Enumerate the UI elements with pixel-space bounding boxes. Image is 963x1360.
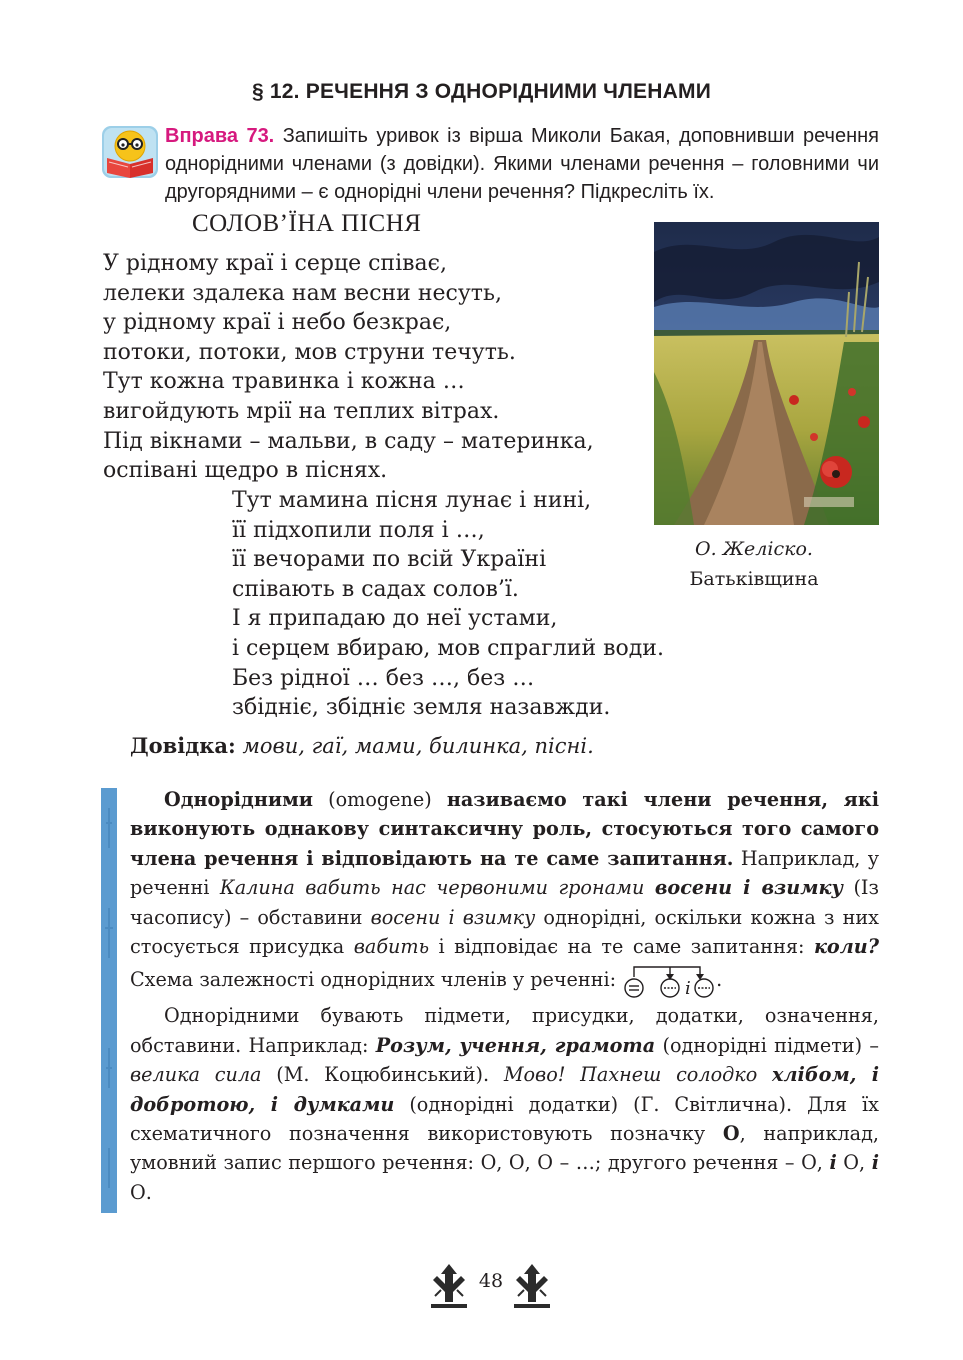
exercise-label: Вправа 73. [165,125,275,147]
rule-definition: називаємо такі члени речення, які виконують однакову синтаксичну роль, стосуються того самого члена речення і відповідають на те саме запитання. [130,788,880,870]
reference-line [130,733,594,758]
folk-ornament-icon [427,1262,471,1312]
reference-words: мови, гаї, мами, билинка, пісні. [242,734,594,758]
poem-line: У рідному краї і серце співає, [103,251,447,276]
exercise-instructions: Запишіть уривок із вірша Миколи Бакая, доповнивши речення однорідними членами (з довідки). Якими членами речення – головними чи другорядними – є однорідні члени речення? Підкресліть їх. [165,125,879,203]
folk-ornament-icon [510,1262,554,1312]
landscape-painting [654,222,879,525]
section-title: § 12. РЕЧЕННЯ З ОДНОРІДНИМИ ЧЛЕНАМИ [252,80,711,103]
dependency-schema-diagram [620,961,716,1001]
poem-line: оспівані щедро в піснях. [103,458,388,484]
schema-conjunction: і [685,978,691,1000]
poem-stanza-1 [103,249,594,486]
poem-stanza-2 [232,486,664,723]
rule-bar-ornament [101,788,117,1213]
poem-line: її вечорами по всій Україні [232,547,547,573]
poem-line: І я припадаю до неї устами, [232,606,558,632]
poem-line: лелеки здалека нам весни несуть, [103,280,502,306]
reference-label: Довідка: [130,733,236,758]
reading-student-icon [101,124,159,180]
painting-author: О. Желіско. [695,538,813,560]
poem-line: вигойдують мрії на теплих вітрах. [103,398,500,424]
poem-line: Під вікнами – мальви, в саду – материнка, [103,428,594,454]
poem-title: СОЛОВ’ЇНА ПІСНЯ [192,210,422,237]
exercise-text [165,122,879,206]
rule-block [130,785,879,1207]
poem-line: співають в садах солов’ї. [232,576,519,602]
painting-caption [654,534,854,594]
page-number: 48 [478,1270,504,1292]
poem-line: і серцем вбираю, мов спраглий води. [232,635,664,661]
poem-line: Тут мамина пісня лунає і нині, [232,488,592,513]
rule-question: коли? [813,935,879,959]
poem-line: у рідному краї і небо безкрає, [103,310,452,336]
rule-term: Однорідними [164,788,314,811]
poem-line: потоки, потоки, мов струни течуть. [103,339,516,365]
poem-line: її підхопили поля і …, [232,517,485,543]
painting-title: Батьківщина [689,568,819,590]
rule-paragraph-1: Однорідними (omogene) називаємо такі члени речення, які виконують однакову синтаксичну роль, стосуються того самого члена речення і відповідають на те саме запитання. Наприклад, у реченні Калина вабить нас червоними гронами восени і взимку (Із часопису) – обставини восени і взимку однорідні, оскільки кожна з них стосується присудка вабить і відповідає на те саме запитання: коли? Схема залежності однорідних членів у реченні: і . [130,788,880,1000]
rule-paragraph-2: Однорідними бувають підмети, присудки, додатки, означення, обставини. Наприклад: Розум, учення, грамота (однорідні підмети) – велика сила (М. Коцюбинський). Мово! Пахнеш солодко хлібом, і добротою, і думками (однорідні додатки) (Г. Світлична). Для їх схематичного позначення використовують позначку О, наприклад, умовний запис першого речення: О, О, О – …; другого речення – О, і О, і О. [130,1004,879,1204]
poem-line: Тут кожна травинка і кожна … [103,369,465,395]
poem-line: Без рідної … без …, без … [232,665,535,691]
page-footer [0,1262,963,1312]
poem-line: збідніє, збідніє земля назавжди. [232,695,611,721]
